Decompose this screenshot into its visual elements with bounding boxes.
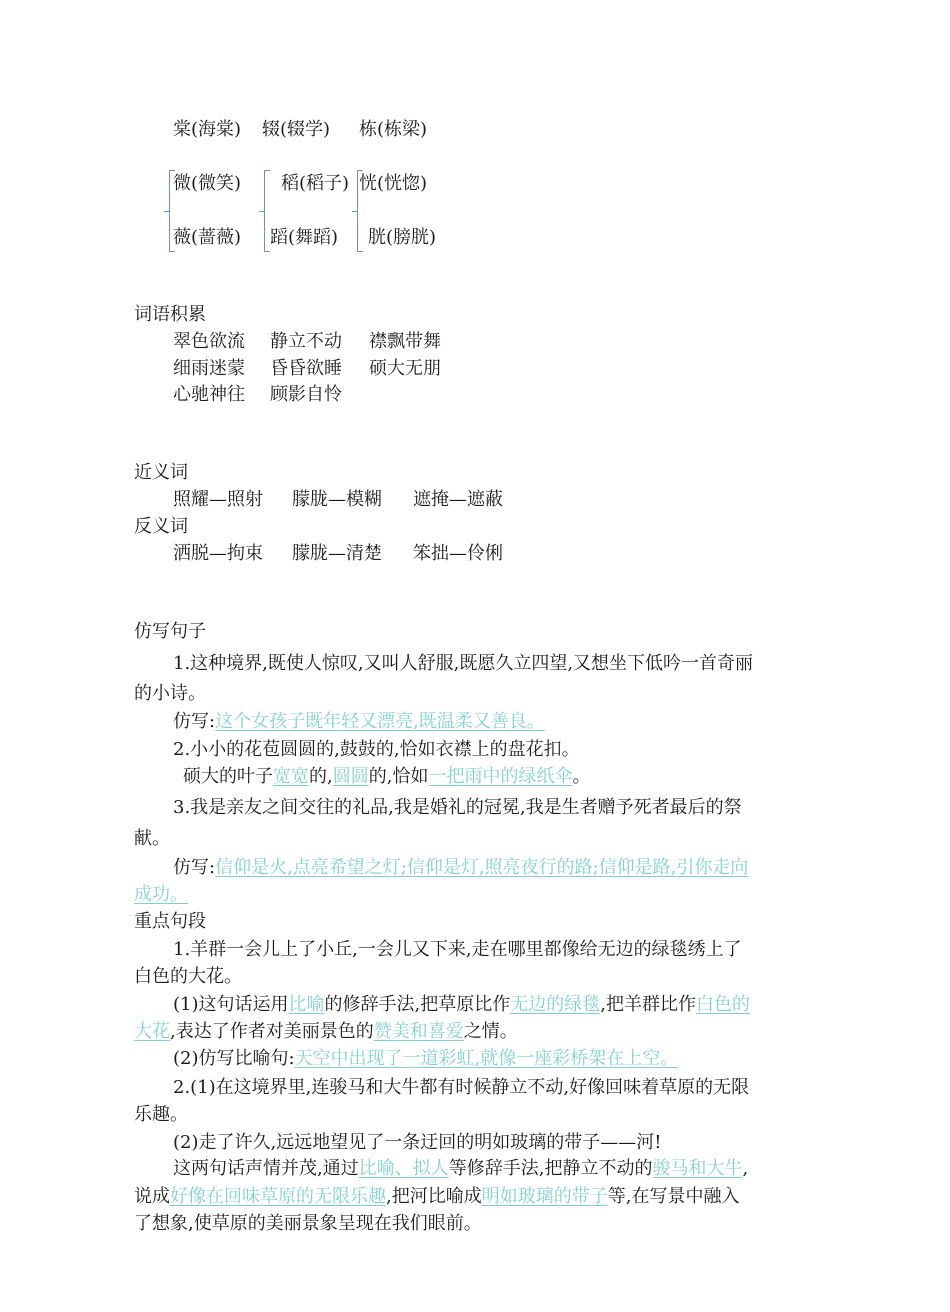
word-pair: 朦胧—清楚	[292, 543, 382, 564]
word-pair: 洒脱—拘束	[173, 543, 263, 564]
char-item: 微(微笑)	[173, 173, 242, 194]
vocab-item: 硕大无朋	[369, 358, 441, 379]
char-item: 稻(稻子)	[281, 173, 350, 194]
sentence-line: 的小诗。	[134, 683, 206, 704]
sentence-fragment: 硕大的叶子	[183, 766, 273, 787]
char-item: 蹈(舞蹈)	[270, 227, 339, 248]
vocab-item: 细雨迷蒙	[173, 358, 245, 379]
answer-line	[134, 886, 188, 904]
sentence-line: 1.羊群一会儿上了小丘,一会儿又下来,走在哪里都像给无边的绿毯绣上了	[173, 939, 742, 960]
char-item: 辍(辍学)	[262, 119, 331, 140]
section-heading: 重点句段	[134, 911, 206, 932]
answer-line	[173, 859, 748, 877]
answer-text: 比喻、拟人	[358, 1158, 449, 1179]
answer-text: 一把雨中的绿纸伞	[428, 766, 573, 787]
answer-label: 仿写:	[173, 857, 216, 878]
answer-label: 仿写:	[173, 711, 216, 732]
sentence-fragment: (2)仿写比喻句:	[173, 1048, 295, 1069]
char-item: 薇(蔷薇)	[173, 227, 242, 248]
sentence-fragment: 的,	[309, 766, 333, 787]
answer-line	[173, 1050, 678, 1068]
sentence-line: 献。	[134, 828, 170, 849]
sentence-line: 乐趣。	[134, 1104, 188, 1125]
word-pair: 朦胧—模糊	[292, 489, 382, 510]
sentence-fragment: ,	[742, 1158, 749, 1179]
section-heading: 反义词	[134, 516, 188, 537]
word-pair: 照耀—照射	[173, 489, 263, 510]
sentence-fragment: ,把河比喻成	[386, 1186, 482, 1207]
answer-text: 骏马和大牛	[652, 1158, 743, 1179]
vocab-item: 静立不动	[270, 331, 342, 352]
sentence-fragment: 说成	[134, 1186, 170, 1207]
sentence-line: (2)走了许久,远远地望见了一条迂回的明如玻璃的带子——河!	[173, 1132, 662, 1153]
answer-text: 这个女孩子既年轻又漂亮,既温柔又善良。	[215, 711, 545, 732]
sentence-fragment: ,把羊群比作	[600, 994, 696, 1015]
answer-line	[134, 1023, 518, 1041]
answer-line	[134, 1188, 739, 1206]
sentence-fragment: 等修辞手法,把静立不动的	[448, 1158, 653, 1179]
char-item: 棠(海棠)	[173, 119, 242, 140]
answer-text: 圆圆	[332, 766, 369, 787]
sentence-fragment: 等,在写景中融入	[607, 1186, 740, 1207]
answer-text: 宽宽	[273, 766, 309, 787]
sentence-fragment: (1)这句话运用	[173, 994, 289, 1015]
answer-text: 天空中出现了一道彩虹,就像一座彩桥架在上空。	[294, 1048, 679, 1069]
answer-text: 成功。	[134, 884, 188, 905]
sentence-line: 1.这种境界,既使人惊叹,又叫人舒服,既愿久立四望,又想坐下低吟一首奇丽	[173, 653, 754, 674]
answer-text: 信仰是火,点亮希望之灯;信仰是灯,照亮夜行的路;信仰是路,引你走向	[215, 857, 749, 878]
answer-text: 无边的绿毯	[510, 994, 601, 1015]
sentence-line: 2.(1)在这境界里,连骏马和大牛都有时候静立不动,好像回味着草原的无限	[173, 1077, 750, 1098]
word-pair: 笨拙—伶俐	[413, 543, 503, 564]
answer-line	[173, 1160, 748, 1178]
sentence-line: 白色的大花。	[134, 966, 242, 987]
answer-line	[183, 768, 590, 786]
answer-line	[173, 996, 750, 1014]
section-heading: 词语积累	[134, 304, 206, 325]
answer-line	[173, 713, 545, 731]
answer-text: 明如玻璃的带子	[481, 1186, 608, 1207]
section-heading: 仿写句子	[134, 621, 206, 642]
vocab-item: 心驰神往	[173, 384, 245, 405]
answer-text: 比喻	[288, 994, 325, 1015]
sentence-fragment: 这两句话声情并茂,通过	[173, 1158, 359, 1179]
sentence-fragment: 的,恰如	[368, 766, 429, 787]
answer-text: 好像在回味草原的无限乐趣	[170, 1186, 386, 1207]
word-pair: 遮掩—遮蔽	[413, 489, 503, 510]
vocab-item: 顾影自怜	[270, 384, 342, 405]
char-item: 胱(膀胱)	[368, 227, 437, 248]
vocab-item: 翠色欲流	[173, 331, 245, 352]
sentence-fragment: 。	[572, 766, 591, 787]
sentence-line: 了想象,使草原的美丽景象呈现在我们眼前。	[134, 1213, 482, 1234]
sentence-fragment: 之情。	[463, 1021, 518, 1042]
char-item: 恍(恍惚)	[359, 173, 428, 194]
sentence-fragment: ,表达了作者对美丽景色的	[170, 1021, 374, 1042]
answer-text: 赞美和喜爱	[373, 1021, 464, 1042]
vocab-item: 襟飘带舞	[369, 331, 441, 352]
sentence-line: 2.小小的花苞圆圆的,鼓鼓的,恰如衣襟上的盘花扣。	[173, 739, 580, 760]
sentence-line: 3.我是亲友之间交往的礼品,我是婚礼的冠冕,我是生者赠予死者最后的祭	[173, 797, 742, 818]
vocab-item: 昏昏欲睡	[270, 358, 342, 379]
section-heading: 近义词	[134, 462, 188, 483]
char-item: 栋(栋梁)	[359, 119, 428, 140]
answer-text: 白色的	[695, 994, 750, 1015]
answer-text: 大花	[134, 1021, 170, 1042]
sentence-fragment: 的修辞手法,把草原比作	[324, 994, 511, 1015]
